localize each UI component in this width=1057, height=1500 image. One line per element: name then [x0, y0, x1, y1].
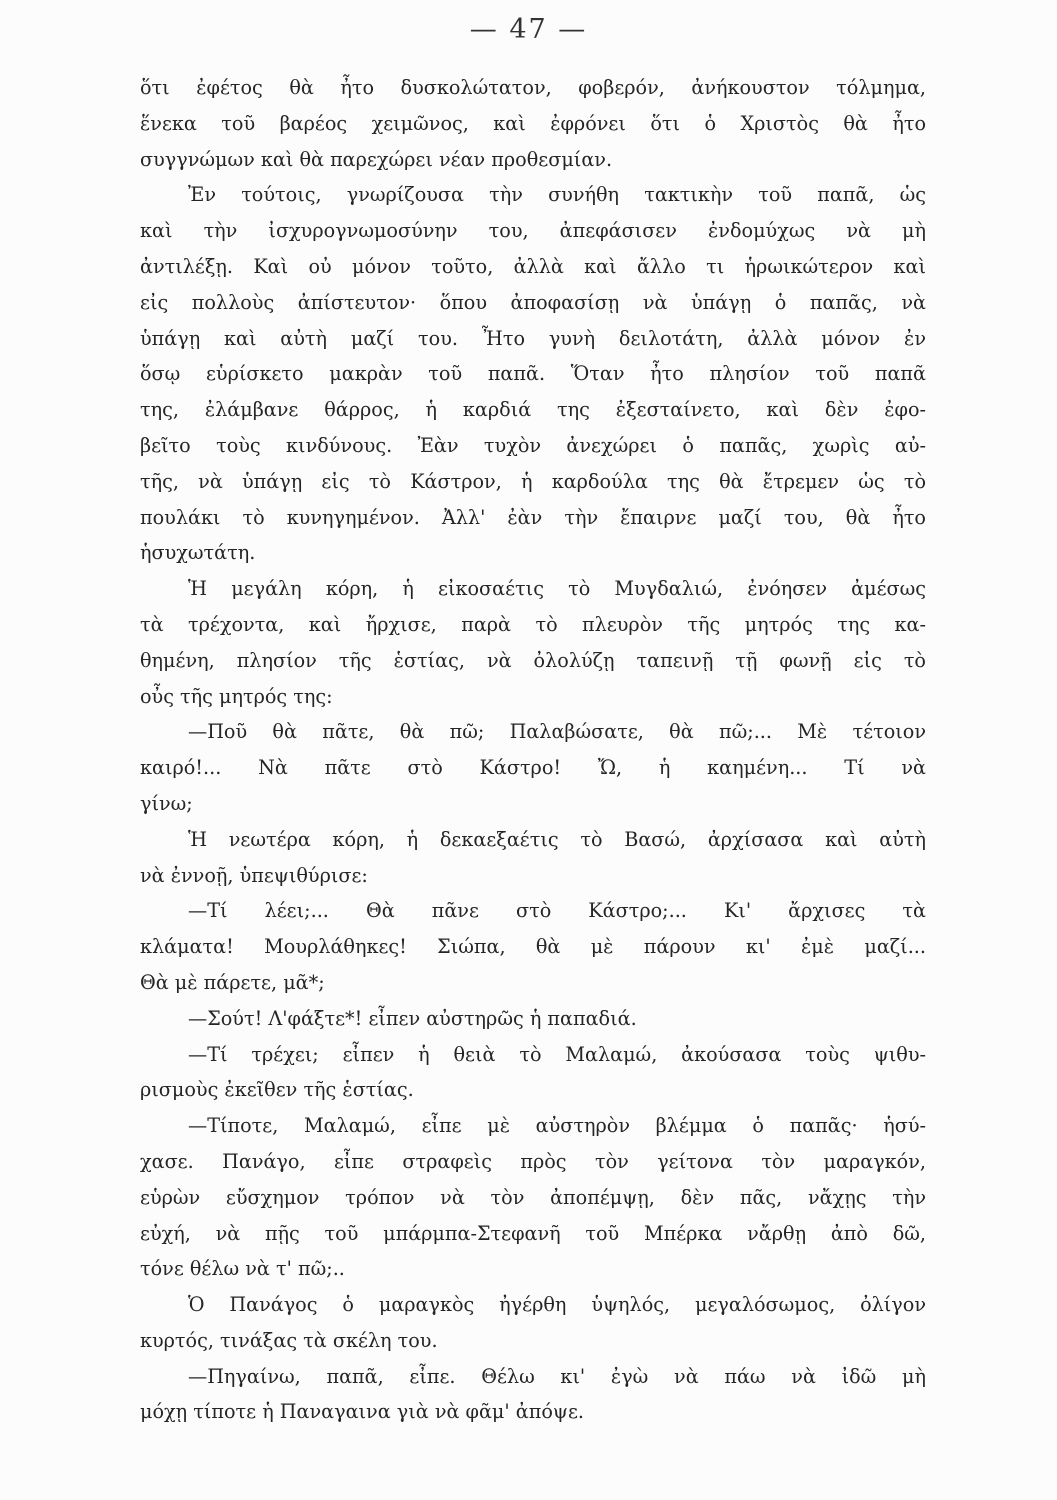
- text-line: οὖς τῆς μητρός της:: [140, 684, 333, 708]
- text-line: —Σούτ! Λ'φάξτε*! εἶπεν αὐστηρῶς ἡ παπαδιά.: [188, 1006, 637, 1030]
- text-line: τῆς, νὰ ὑπάγῃ εἰς τὸ Κάστρον, ἡ καρδούλα της θὰ ἔτρεμεν ὡς τὸ: [140, 469, 926, 493]
- text-line: πουλάκι τὸ κυνηγημένον. Ἀλλ' ἐὰν τὴν ἔπαιρνε μαζί του, θὰ ἦτο: [140, 505, 926, 529]
- text-line: —Πηγαίνω, παπᾶ, εἶπε. Θέλω κι' ἐγὼ νὰ πάω νὰ ἰδῶ μὴ: [188, 1364, 926, 1388]
- text-line: εἰς πολλοὺς ἀπίστευτον· ὅπου ἀποφασίσῃ νὰ ὑπάγῃ ὁ παπᾶς, νὰ: [140, 290, 926, 314]
- text-line: εὑρὼν εὔσχημον τρόπον νὰ τὸν ἀποπέμψῃ, δὲν πᾶς, νἄχῃς τὴν: [140, 1185, 926, 1209]
- text-line: Ἡ νεωτέρα κόρη, ἡ δεκαεξαέτις τὸ Βασώ, ἀρχίσασα καὶ αὐτὴ: [188, 827, 926, 851]
- text-line: της, ἐλάμβανε θάρρος, ἡ καρδιά της ἐξεσταίνετο, καὶ δὲν ἐφο-: [140, 398, 926, 422]
- text-line: ἀντιλέξῃ. Καὶ οὐ μόνον τοῦτο, ἀλλὰ καὶ ἄλλο τι ἡρωικώτερον καὶ: [140, 254, 926, 278]
- text-line: συγγνώμων καὶ θὰ παρεχώρει νέαν προθεσμίαν.: [140, 147, 613, 171]
- text-line: γίνω;: [140, 791, 193, 815]
- page-number: — 47 —: [469, 14, 588, 45]
- text-line: θημένη, πλησίον τῆς ἑστίας, νὰ ὀλολύζῃ ταπεινῇ τῇ φωνῇ εἰς τὸ: [140, 648, 926, 672]
- text-line: ἕνεκα τοῦ βαρέος χειμῶνος, καὶ ἐφρόνει ὅτι ὁ Χριστὸς θὰ ἦτο: [140, 111, 926, 135]
- text-line: καιρό!... Νὰ πᾶτε στὸ Κάστρο! Ὤ, ἡ καημένη... Τί νὰ: [140, 756, 926, 780]
- text-line: εὐχή, νὰ πῇς τοῦ μπάρμπα-Στεφανῆ τοῦ Μπέρκα νἄρθῃ ἀπὸ δῶ,: [140, 1221, 926, 1245]
- text-line: τὰ τρέχοντα, καὶ ἤρχισε, παρὰ τὸ πλευρὸν τῆς μητρός της κα-: [140, 612, 926, 636]
- text-line: ἡσυχωτάτη.: [140, 541, 256, 565]
- text-line: —Τί λέει;... Θὰ πᾶνε στὸ Κάστρο;... Κι' ἄρχισες τὰ: [188, 899, 926, 923]
- text-line: —Ποῦ θὰ πᾶτε, θὰ πῶ; Παλαβώσατε, θὰ πῶ;... Μὲ τέτοιον: [188, 720, 926, 744]
- text-line: ὅτι ἐφέτος θὰ ἦτο δυσκολώτατον, φοβερόν, ἀνήκουστον τόλμημα,: [140, 76, 926, 99]
- text-line: μόχῃ τίποτε ἡ Παναγαινα γιὰ νὰ φᾶμ' ἀπόψε.: [140, 1400, 584, 1424]
- text-line: Ἐν τούτοις, γνωρίζουσα τὴν συνήθη τακτικὴν τοῦ παπᾶ, ὡς: [188, 183, 926, 207]
- text-line: ὅσῳ εὑρίσκετο μακρὰν τοῦ παπᾶ. Ὅταν ἦτο πλησίον τοῦ παπᾶ: [140, 362, 926, 386]
- text-line: κυρτός, τινάξας τὰ σκέλη του.: [140, 1328, 438, 1352]
- text-line: τόνε θέλω νὰ τ' πῶ;..: [140, 1257, 345, 1281]
- text-line: —Τί τρέχει; εἶπεν ἡ θειὰ τὸ Μαλαμώ, ἀκούσασα τοὺς ψιθυ-: [188, 1042, 926, 1066]
- text-line: κλάματα! Μουρλάθηκες! Σιώπα, θὰ μὲ πάρουν κι' ἐμὲ μαζί...: [140, 935, 926, 959]
- text-line: ὑπάγῃ καὶ αὐτὴ μαζί του. Ἦτο γυνὴ δειλοτάτη, ἀλλὰ μόνον ἐν: [140, 326, 926, 350]
- text-line: βεῖτο τοὺς κινδύνους. Ἐὰν τυχὸν ἀνεχώρει ὁ παπᾶς, χωρὶς αὐ-: [140, 433, 926, 457]
- text-line: νὰ ἐννοῇ, ὑπεψιθύρισε:: [140, 863, 368, 887]
- text-body: [140, 70, 926, 1430]
- text-line: καὶ τὴν ἰσχυρογνωμοσύνην του, ἀπεφάσισεν ἐνδομύχως νὰ μὴ: [140, 219, 926, 243]
- text-line: Ἡ μεγάλη κόρη, ἡ εἰκοσαέτις τὸ Μυγδαλιώ, ἐνόησεν ἀμέσως: [188, 577, 926, 601]
- text-line: Ὁ Πανάγος ὁ μαραγκὸς ἠγέρθη ὑψηλός, μεγαλόσωμος, ὀλίγον: [188, 1293, 926, 1317]
- text-line: χασε. Πανάγο, εἶπε στραφεὶς πρὸς τὸν γείτονα τὸν μαραγκόν,: [140, 1149, 926, 1173]
- text-line: ρισμοὺς ἐκεῖθεν τῆς ἑστίας.: [140, 1078, 414, 1102]
- text-line: —Τίποτε, Μαλαμώ, εἶπε μὲ αὐστηρὸν βλέμμα ὁ παπᾶς· ἡσύ-: [188, 1114, 926, 1138]
- text-line: Θὰ μὲ πάρετε, μᾶ*;: [140, 970, 325, 994]
